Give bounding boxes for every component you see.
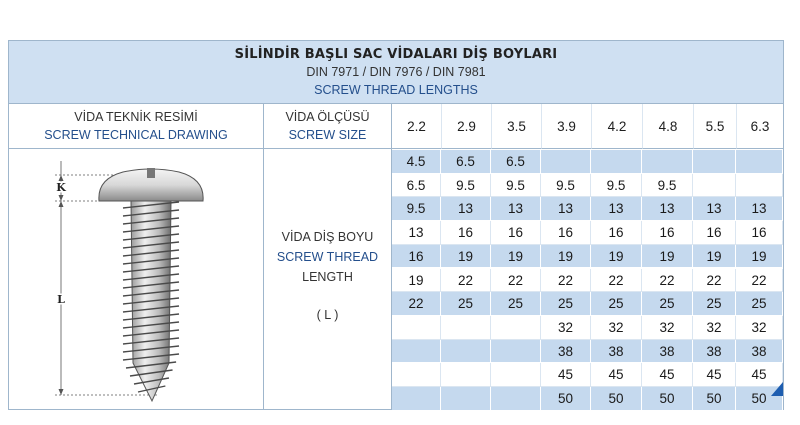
- length-cell: 6.5: [392, 174, 441, 198]
- length-cell: 16: [693, 221, 736, 245]
- length-cell: [441, 316, 491, 340]
- length-cell: 32: [591, 316, 642, 340]
- length-cell: 25: [441, 292, 491, 316]
- length-cell: 16: [642, 221, 693, 245]
- length-cell: [693, 174, 736, 198]
- length-cell: 32: [642, 316, 693, 340]
- length-cell: [642, 150, 693, 174]
- length-cell: 6.5: [441, 150, 491, 174]
- length-cell: 50: [736, 387, 783, 411]
- length-cell: 25: [591, 292, 642, 316]
- drawing-header-en: SCREW TECHNICAL DRAWING: [44, 128, 228, 142]
- length-cell: 45: [541, 363, 591, 387]
- length-cell: 19: [591, 245, 642, 269]
- length-cell: 25: [693, 292, 736, 316]
- length-cell: 38: [693, 340, 736, 364]
- screw-size-header: 2.9: [441, 104, 491, 149]
- length-cell: 45: [736, 363, 783, 387]
- drawing-column-header: [9, 104, 263, 149]
- length-cell: 13: [642, 197, 693, 221]
- length-cell: [541, 150, 591, 174]
- length-label-tr: VİDA DİŞ BOYU: [281, 230, 374, 244]
- length-cell: 16: [736, 221, 783, 245]
- length-cell: 6.5: [491, 150, 541, 174]
- length-cell: 38: [736, 340, 783, 364]
- length-cell: 38: [591, 340, 642, 364]
- length-cell: 13: [591, 197, 642, 221]
- k-dimension-label: K: [56, 181, 66, 194]
- length-cell: 22: [491, 269, 541, 293]
- length-cell: 16: [491, 221, 541, 245]
- length-cell: [392, 340, 441, 364]
- length-cell: 45: [693, 363, 736, 387]
- length-cell: 19: [541, 245, 591, 269]
- length-cell: [441, 340, 491, 364]
- length-cell: 25: [642, 292, 693, 316]
- length-cell: 13: [693, 197, 736, 221]
- l-dimension-label: L: [57, 293, 65, 306]
- length-cell: 50: [541, 387, 591, 411]
- length-cell: 50: [693, 387, 736, 411]
- length-cell: [736, 150, 783, 174]
- length-cell: 19: [491, 245, 541, 269]
- table-subtitle: SCREW THREAD LENGTHS: [314, 83, 478, 97]
- drawing-header-tr: VİDA TEKNİK RESİMİ: [74, 110, 198, 124]
- length-cell: 16: [541, 221, 591, 245]
- length-cell: 19: [693, 245, 736, 269]
- length-cell: 19: [736, 245, 783, 269]
- screw-size-header: 4.2: [591, 104, 642, 149]
- length-cell: [693, 150, 736, 174]
- length-cell: 13: [441, 197, 491, 221]
- length-cell: 9.5: [541, 174, 591, 198]
- length-cell: 19: [441, 245, 491, 269]
- screw-size-header: 4.8: [642, 104, 693, 149]
- length-cell: 9.5: [392, 197, 441, 221]
- length-cell: [441, 387, 491, 411]
- length-cell: [491, 340, 541, 364]
- length-cell: 22: [541, 269, 591, 293]
- screw-size-header: 5.5: [693, 104, 736, 149]
- length-cell: 38: [541, 340, 591, 364]
- length-cell: 13: [736, 197, 783, 221]
- length-cell: [392, 316, 441, 340]
- length-cell: 9.5: [441, 174, 491, 198]
- screw-technical-drawing: [39, 157, 215, 405]
- length-label-en-1: SCREW THREAD: [276, 250, 379, 264]
- length-cell: 22: [392, 292, 441, 316]
- screw-size-header: 2.2: [392, 104, 441, 149]
- table-standards: DIN 7971 / DIN 7976 / DIN 7981: [306, 65, 486, 79]
- length-cell: 9.5: [591, 174, 642, 198]
- length-cell: [441, 363, 491, 387]
- length-cell: 25: [541, 292, 591, 316]
- length-cell: 50: [591, 387, 642, 411]
- length-cell: 45: [591, 363, 642, 387]
- length-cell: 22: [736, 269, 783, 293]
- length-cell: 16: [441, 221, 491, 245]
- corner-marker: [771, 382, 783, 396]
- table-title: SİLİNDİR BAŞLI SAC VİDALARI DİŞ BOYLARI: [234, 47, 558, 62]
- length-cell: 25: [491, 292, 541, 316]
- length-cell: 22: [642, 269, 693, 293]
- screw-size-header: 6.3: [736, 104, 783, 149]
- screw-size-header: 3.5: [491, 104, 541, 149]
- length-cell: 32: [693, 316, 736, 340]
- length-cell: 13: [541, 197, 591, 221]
- size-header-en: SCREW SIZE: [288, 128, 367, 142]
- length-cell: 16: [591, 221, 642, 245]
- length-cell: [491, 316, 541, 340]
- thread-length-table: [8, 40, 784, 410]
- length-label-en-2: LENGTH: [302, 270, 353, 284]
- length-cell: 16: [392, 245, 441, 269]
- length-cell: 13: [392, 221, 441, 245]
- size-header-tr: VİDA ÖLÇÜSÜ: [285, 110, 370, 124]
- table-header: [9, 41, 783, 104]
- length-cell: 32: [541, 316, 591, 340]
- length-cell: [392, 363, 441, 387]
- length-cell: 50: [642, 387, 693, 411]
- length-cell: 19: [392, 269, 441, 293]
- screw-size-header: 3.9: [541, 104, 591, 149]
- size-column-header: [264, 104, 391, 149]
- length-cell: [591, 150, 642, 174]
- length-symbol: ( L ): [316, 308, 339, 322]
- length-cell: 32: [736, 316, 783, 340]
- length-label: [264, 227, 391, 337]
- length-cell: 25: [736, 292, 783, 316]
- length-cell: [491, 387, 541, 411]
- length-cell: [491, 363, 541, 387]
- length-grid: [392, 150, 783, 410]
- length-cell: 9.5: [642, 174, 693, 198]
- length-cell: 22: [591, 269, 642, 293]
- length-cell: 45: [642, 363, 693, 387]
- length-cell: 4.5: [392, 150, 441, 174]
- length-cell: 13: [491, 197, 541, 221]
- length-cell: [392, 387, 441, 411]
- length-cell: 38: [642, 340, 693, 364]
- screw-drawing-svg: [39, 157, 215, 405]
- length-cell: [736, 174, 783, 198]
- length-cell: 19: [642, 245, 693, 269]
- length-cell: 9.5: [491, 174, 541, 198]
- length-cell: 22: [693, 269, 736, 293]
- length-cell: 22: [441, 269, 491, 293]
